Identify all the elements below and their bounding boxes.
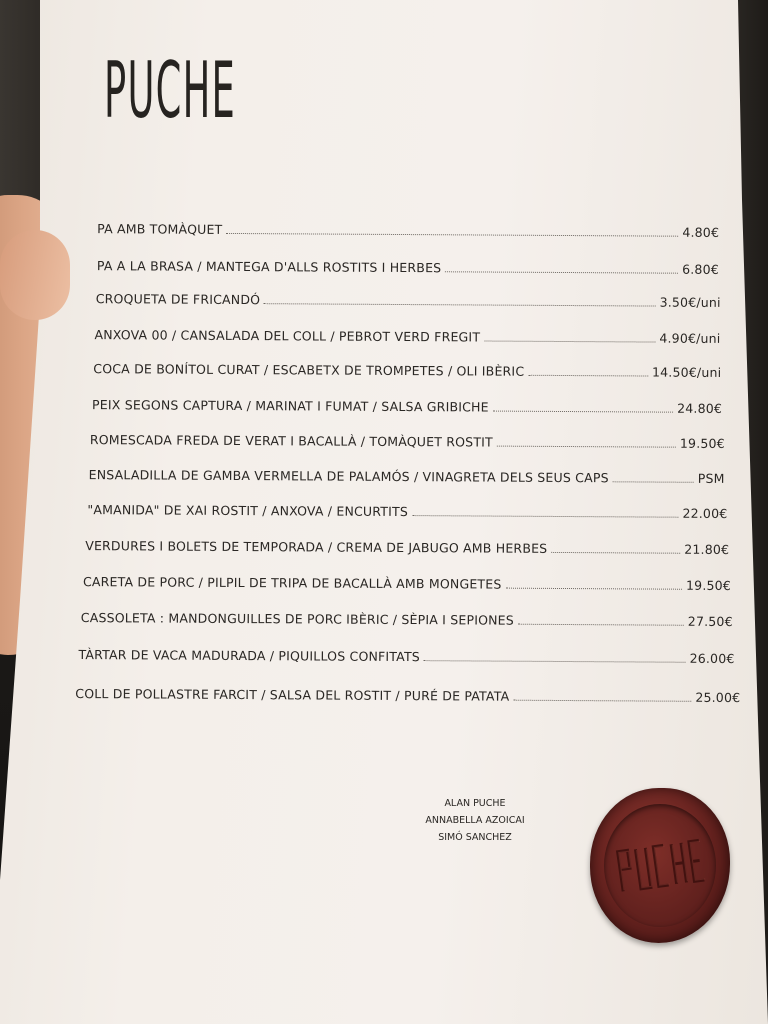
menu-item-price: 25.00€ <box>695 689 741 706</box>
menu-item-name: ANXOVA 00 / CANSALADA DEL COLL / PEBROT VERD FREGIT <box>94 327 481 345</box>
leader-dots <box>484 340 655 343</box>
menu-item-price: PSM <box>697 470 725 486</box>
leader-dots <box>493 410 673 413</box>
menu-item-price: 24.80€ <box>677 400 723 416</box>
menu-item-name: VERDURES I BOLETS DE TEMPORADA / CREMA DE JABUGO AMB HERBES <box>85 538 548 556</box>
menu-item-price: 21.80€ <box>684 541 730 558</box>
menu-item-price: 14.50€/uni <box>651 364 722 380</box>
menu-item-name: CASSOLETA : MANDONGUILLES DE PORC IBÈRIC / SÈPIA I SEPIONES <box>80 610 514 628</box>
menu-item-name: TÀRTAR DE VACA MADURADA / PIQUILLOS CONFITATS <box>78 647 421 665</box>
leader-dots <box>551 551 680 554</box>
leader-dots <box>412 514 679 518</box>
leader-dots <box>528 374 648 377</box>
leader-dots <box>506 587 683 590</box>
menu-item-price: 4.90€/uni <box>659 330 721 346</box>
menu-item-name: "AMANIDA" DE XAI ROSTIT / ANXOVA / ENCURTITS <box>87 502 409 520</box>
menu-item-name: COLL DE POLLASTRE FARCIT / SALSA DEL ROSTIT / PURÉ DE PATATA <box>75 686 510 704</box>
credit-line: SIMÓ SANCHEZ <box>438 832 512 843</box>
menu-item-price: 22.00€ <box>682 505 728 522</box>
menu-item-name: ROMESCADA FREDA DE VERAT I BACALLÀ / TOMÀQUET ROSTIT <box>89 432 493 450</box>
menu-item-price: 6.80€ <box>682 261 719 277</box>
leader-dots <box>226 232 678 237</box>
menu-item-name: CROQUETA DE FRICANDÓ <box>95 291 261 308</box>
leader-dots <box>497 445 676 448</box>
menu-item-name: PA AMB TOMÀQUET <box>97 221 223 237</box>
menu-item-name: PEIX SEGONS CAPTURA / MARINAT I FUMAT / SALSA GRIBICHE <box>92 397 489 415</box>
menu-item-name: PA A LA BRASA / MANTEGA D'ALLS ROSTITS I HERBES <box>96 258 442 276</box>
restaurant-logo: PUCHE <box>104 44 237 136</box>
credit-line: ANNABELLA AZOICAI <box>425 815 525 826</box>
wax-seal <box>590 788 730 943</box>
menu-item-price: 26.00€ <box>689 650 735 667</box>
leader-dots <box>513 699 691 702</box>
menu-item-price: 4.80€ <box>682 224 720 240</box>
wax-seal-logo-icon <box>590 788 730 943</box>
credit-line: ALAN PUCHE <box>444 798 506 809</box>
leader-dots <box>445 270 678 273</box>
chef-credits <box>415 795 535 846</box>
leader-dots <box>424 659 686 663</box>
thumb <box>0 230 70 320</box>
menu-item-price: 19.50€ <box>685 577 732 594</box>
leader-dots <box>613 480 694 482</box>
menu-item-name: ENSALADILLA DE GAMBA VERMELLA DE PALAMÓS / VINAGRETA DELS SEUS CAPS <box>88 467 609 486</box>
leader-dots <box>518 623 684 626</box>
menu-item-price: 3.50€/uni <box>659 294 721 310</box>
menu-item-name: COCA DE BONÍTOL CURAT / ESCABETX DE TROMPETES / OLI IBÈRIC <box>93 361 525 379</box>
menu-item-price: 19.50€ <box>679 435 725 451</box>
menu-item-price: 27.50€ <box>687 613 733 630</box>
leader-dots <box>264 302 655 306</box>
menu-item-name: CARETA DE PORC / PILPIL DE TRIPA DE BACALLÀ AMB MONGETES <box>82 574 502 592</box>
